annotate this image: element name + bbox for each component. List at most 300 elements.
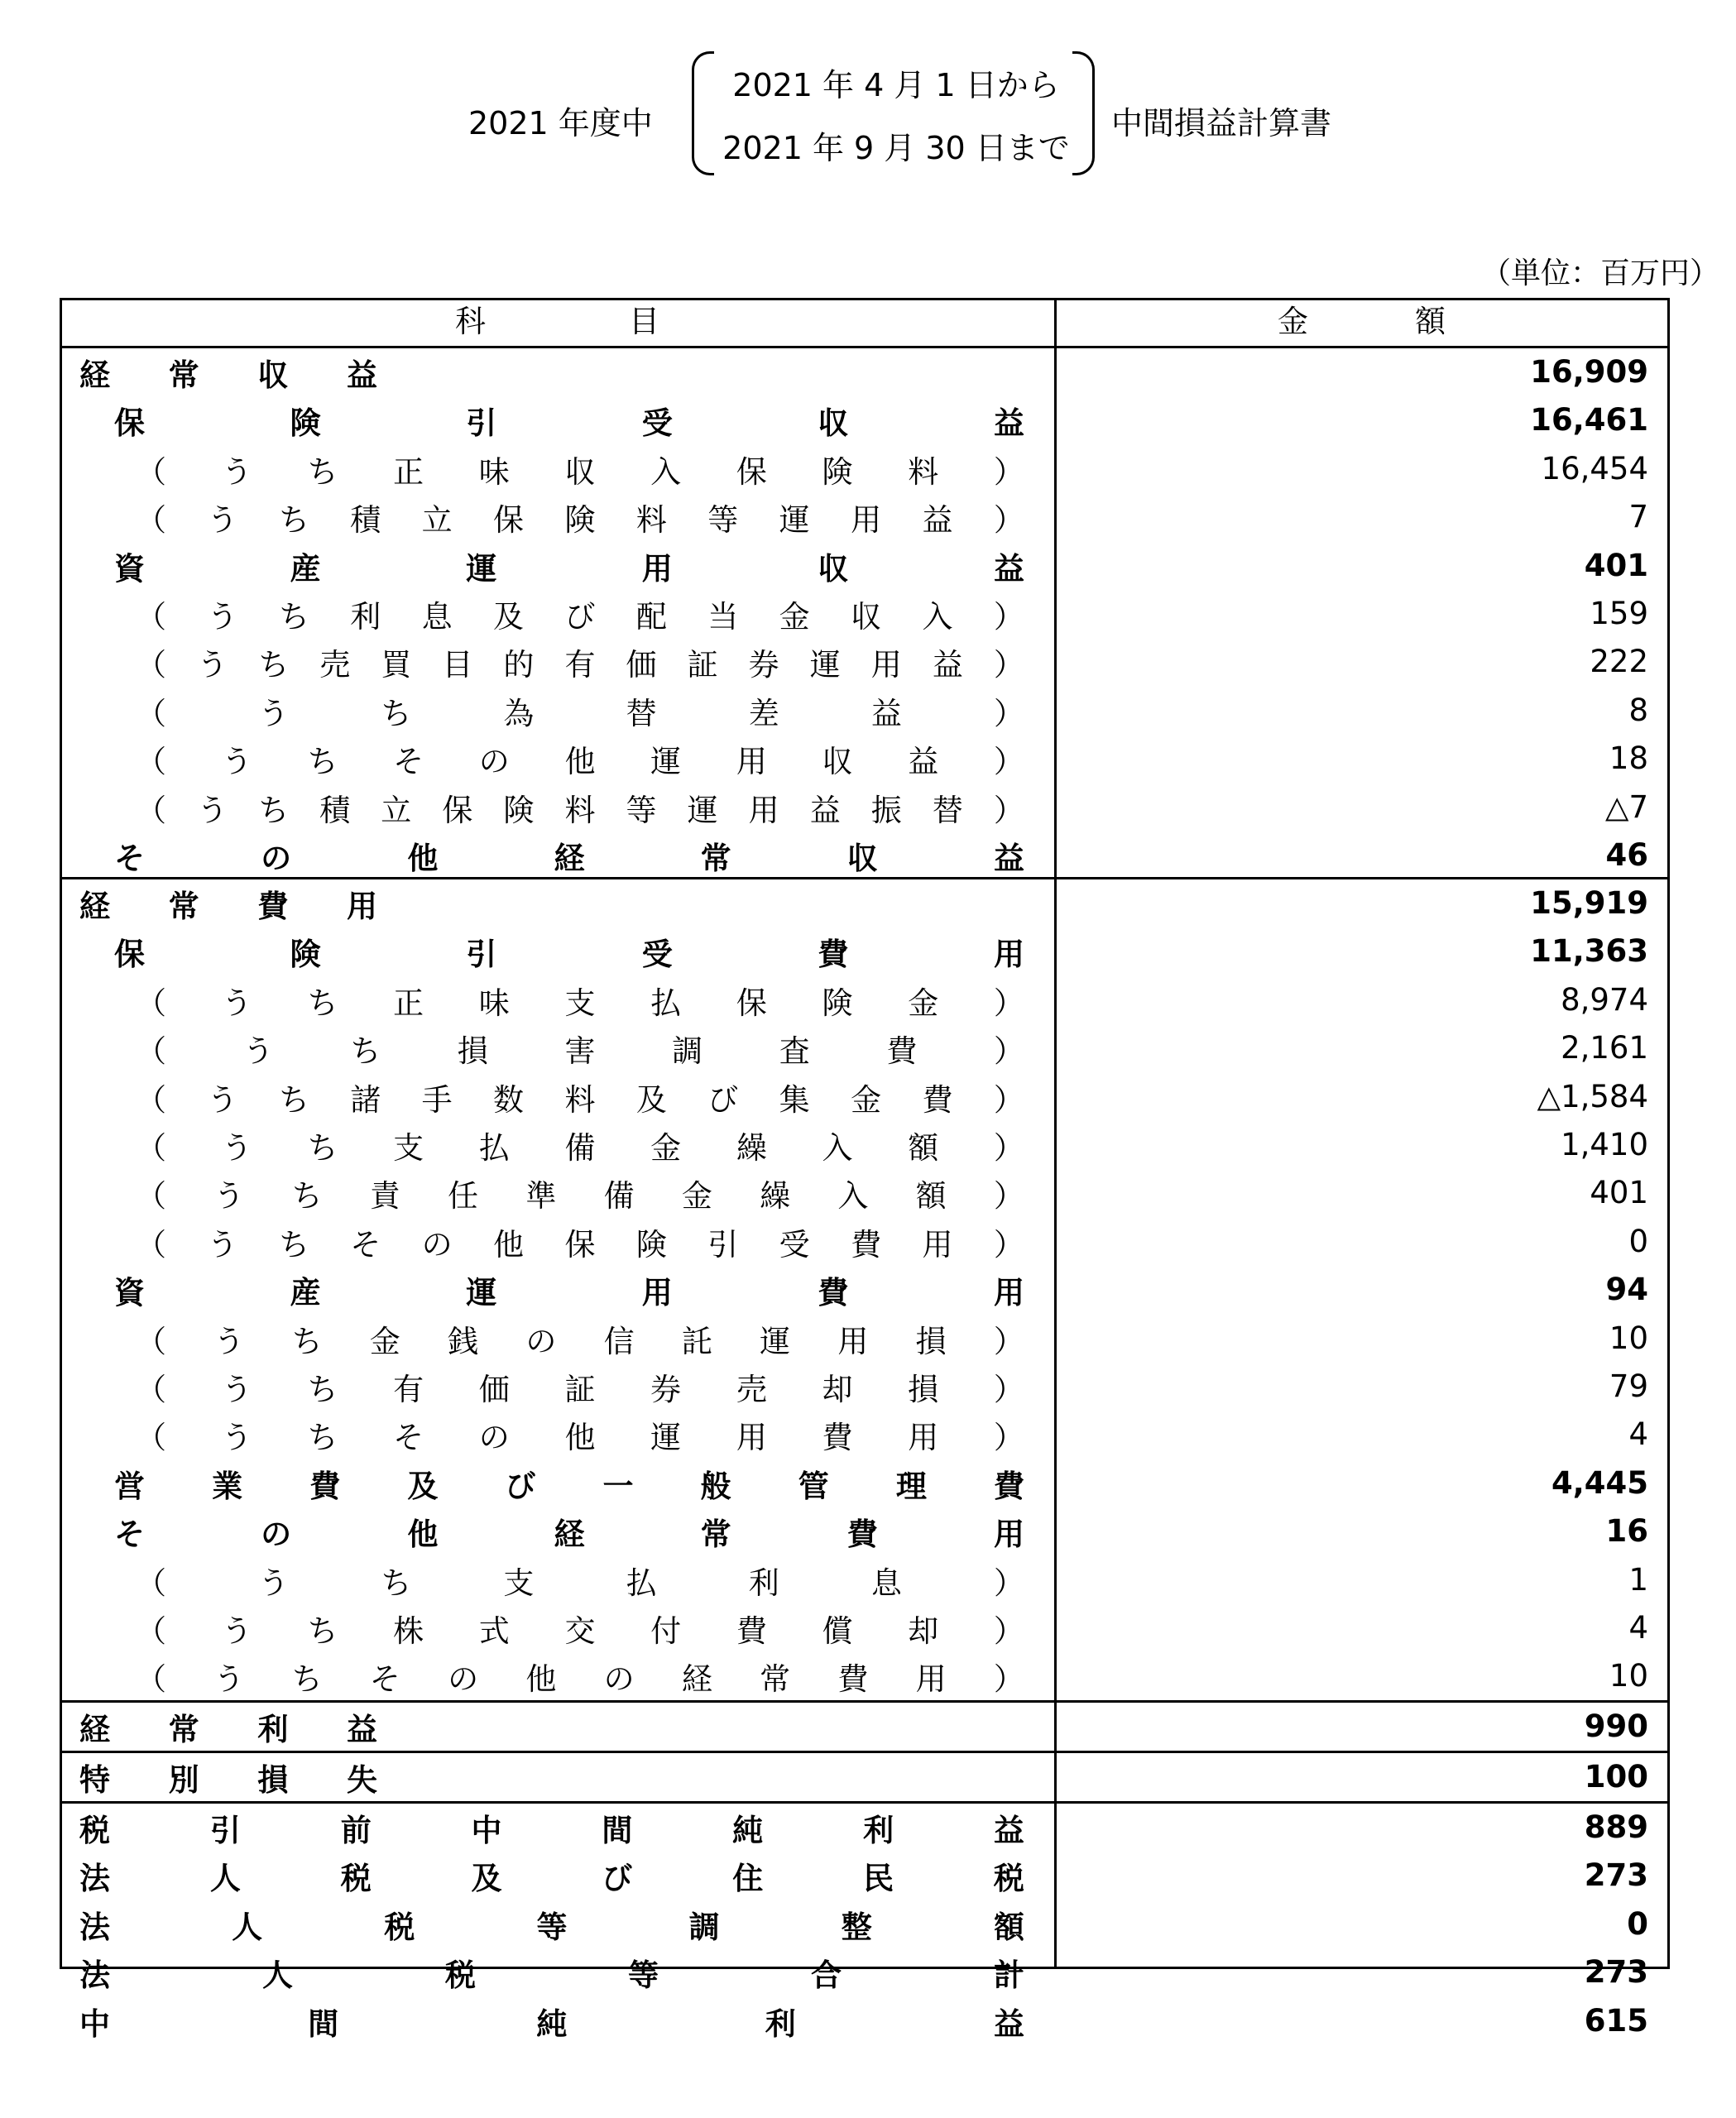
label-char: 運 bbox=[650, 1420, 682, 1456]
table-row bbox=[60, 1753, 1670, 1801]
label-char: 信 bbox=[603, 1323, 635, 1359]
label-char: 味 bbox=[478, 985, 510, 1021]
label-char: 等 bbox=[707, 502, 739, 539]
table-row bbox=[60, 1266, 1670, 1314]
label-char: 保 bbox=[736, 985, 767, 1021]
row-label bbox=[79, 1703, 377, 1751]
table-row bbox=[60, 1900, 1670, 1948]
row-label bbox=[136, 1073, 1024, 1121]
label-char: 諸 bbox=[350, 1081, 381, 1118]
label-char: ） bbox=[993, 744, 1024, 780]
label-char: 益 bbox=[993, 550, 1024, 587]
label-char: 用 bbox=[993, 1275, 1024, 1311]
label-char: （ bbox=[136, 1613, 166, 1649]
label-char: 険 bbox=[290, 937, 321, 973]
label-char: う bbox=[221, 453, 252, 490]
left-bracket bbox=[692, 51, 714, 175]
label-char: 保 bbox=[114, 405, 145, 442]
label-char: ち bbox=[307, 985, 338, 1021]
label-char: う bbox=[221, 1130, 252, 1166]
label-char: の bbox=[261, 841, 292, 876]
label-char: び bbox=[602, 1861, 633, 1897]
label-char: 経 bbox=[79, 889, 110, 924]
row-amount: 94 bbox=[1605, 1272, 1648, 1308]
table-row bbox=[60, 1997, 1670, 2045]
label-char: 積 bbox=[319, 792, 351, 828]
label-char: 払 bbox=[478, 1130, 510, 1166]
label-char: （ bbox=[136, 1565, 166, 1601]
label-char: 産 bbox=[290, 1275, 321, 1311]
label-char: 用 bbox=[993, 937, 1024, 973]
label-char: ） bbox=[993, 1178, 1024, 1215]
row-label bbox=[136, 1363, 1024, 1411]
table-row bbox=[60, 1315, 1670, 1363]
label-char: う bbox=[213, 1323, 245, 1359]
section-divider bbox=[60, 1700, 1670, 1703]
label-char: 収 bbox=[257, 357, 289, 393]
label-char: ） bbox=[993, 1372, 1024, 1407]
label-char: 人 bbox=[262, 1957, 293, 1994]
label-char: 用 bbox=[915, 1661, 947, 1698]
label-char: 売 bbox=[319, 647, 351, 683]
label-char: 人 bbox=[209, 1861, 241, 1897]
label-char: 料 bbox=[908, 453, 939, 490]
row-amount: 0 bbox=[1627, 1905, 1648, 1942]
label-char: 損 bbox=[457, 1033, 488, 1070]
label-char: 入 bbox=[822, 1130, 853, 1166]
table-row bbox=[60, 348, 1670, 396]
row-label bbox=[136, 1604, 1024, 1652]
label-char: 計 bbox=[994, 1957, 1024, 1994]
label-char: 式 bbox=[478, 1613, 510, 1649]
label-char: （ bbox=[136, 1226, 166, 1263]
table-row bbox=[60, 1652, 1670, 1700]
label-char: の bbox=[478, 744, 510, 780]
label-char: 法 bbox=[79, 1861, 110, 1897]
label-char: 息 bbox=[870, 1565, 902, 1601]
label-char: ） bbox=[993, 1613, 1024, 1649]
label-char: 整 bbox=[841, 1909, 872, 1945]
section-divider bbox=[60, 1751, 1670, 1753]
label-char: （ bbox=[136, 1081, 166, 1118]
row-amount: 159 bbox=[1590, 596, 1648, 631]
label-char: 査 bbox=[779, 1033, 810, 1070]
section-divider bbox=[60, 1801, 1670, 1804]
label-char: う bbox=[207, 502, 238, 539]
label-char: そ bbox=[369, 1661, 400, 1698]
label-char: 利 bbox=[748, 1565, 779, 1601]
label-char: 費 bbox=[822, 1420, 853, 1456]
label-char: 保 bbox=[442, 792, 473, 828]
label-char: 費 bbox=[886, 1033, 918, 1070]
label-char: 間 bbox=[602, 1813, 633, 1848]
label-char: 数 bbox=[493, 1081, 525, 1118]
table-row bbox=[60, 1363, 1670, 1411]
label-char: 用 bbox=[837, 1323, 869, 1359]
label-char: 業 bbox=[212, 1468, 243, 1504]
label-char: 運 bbox=[650, 744, 682, 780]
label-char: 用 bbox=[736, 744, 767, 780]
label-char: 責 bbox=[369, 1178, 400, 1215]
label-char: 経 bbox=[79, 357, 110, 393]
label-char: う bbox=[221, 1372, 252, 1407]
statement-title: 中間損益計算書 bbox=[1111, 105, 1332, 141]
label-char: 法 bbox=[79, 1909, 110, 1945]
label-char: 保 bbox=[564, 1226, 596, 1263]
label-char: 託 bbox=[681, 1323, 712, 1359]
row-label bbox=[136, 976, 1024, 1024]
label-char: 等 bbox=[536, 1909, 568, 1945]
fiscal-period-label: 2021 年度中 bbox=[468, 105, 653, 141]
label-char: ち bbox=[291, 1178, 323, 1215]
table-row bbox=[60, 445, 1670, 493]
table-row bbox=[60, 976, 1670, 1024]
table-row bbox=[60, 735, 1670, 783]
label-char: 目 bbox=[442, 647, 473, 683]
label-char: 費 bbox=[846, 1517, 878, 1553]
label-char: （ bbox=[136, 647, 166, 683]
label-char: ） bbox=[993, 1081, 1024, 1118]
label-char: 損 bbox=[257, 1762, 289, 1798]
row-amount: 16,461 bbox=[1530, 402, 1648, 438]
label-char: 別 bbox=[168, 1762, 199, 1798]
label-char: 税 bbox=[79, 1813, 110, 1848]
row-amount: 401 bbox=[1590, 1175, 1648, 1211]
table-row bbox=[60, 1703, 1670, 1751]
label-char: う bbox=[242, 1033, 274, 1070]
table-row bbox=[60, 1604, 1670, 1652]
label-char: 料 bbox=[564, 1081, 596, 1118]
label-char: 運 bbox=[466, 1275, 497, 1311]
row-label bbox=[114, 831, 1024, 879]
label-char: 用 bbox=[641, 1275, 673, 1311]
label-char: そ bbox=[114, 841, 145, 876]
amount-header-part2: 額 bbox=[1415, 304, 1446, 339]
label-char: ） bbox=[993, 1661, 1024, 1698]
label-char: 険 bbox=[822, 453, 853, 490]
label-char: ち bbox=[278, 502, 309, 539]
label-char: 立 bbox=[421, 502, 453, 539]
label-char: 損 bbox=[915, 1323, 947, 1359]
statement-header bbox=[0, 0, 1736, 290]
row-label bbox=[136, 590, 1024, 638]
row-amount: 990 bbox=[1584, 1708, 1648, 1744]
label-char: 税 bbox=[384, 1909, 415, 1945]
label-char: そ bbox=[393, 744, 424, 780]
row-amount: △1,584 bbox=[1537, 1078, 1648, 1114]
label-char: 用 bbox=[870, 647, 902, 683]
table-row bbox=[60, 590, 1670, 638]
row-label bbox=[114, 1459, 1024, 1507]
label-char: ） bbox=[993, 1323, 1024, 1359]
label-char: ち bbox=[307, 1420, 338, 1456]
table-row bbox=[60, 1852, 1670, 1900]
label-char: ち bbox=[291, 1661, 323, 1698]
table-row bbox=[60, 638, 1670, 686]
row-amount: 1 bbox=[1628, 1561, 1648, 1598]
label-char: う bbox=[221, 744, 252, 780]
label-char: 証 bbox=[564, 1372, 596, 1407]
label-char: 及 bbox=[635, 1081, 667, 1118]
table-row bbox=[60, 1073, 1670, 1121]
table-row bbox=[60, 1411, 1670, 1459]
label-char: 費 bbox=[257, 889, 289, 924]
label-char: 為 bbox=[503, 695, 535, 731]
table-row bbox=[60, 1556, 1670, 1604]
row-amount: 16,454 bbox=[1541, 450, 1648, 486]
row-label bbox=[136, 1556, 1024, 1604]
label-char: 額 bbox=[915, 1178, 947, 1215]
label-char: 収 bbox=[818, 405, 849, 442]
label-char: ） bbox=[993, 985, 1024, 1021]
label-char: う bbox=[221, 1420, 252, 1456]
label-char: ち bbox=[258, 647, 290, 683]
row-amount: △7 bbox=[1605, 788, 1648, 825]
label-char: び bbox=[707, 1081, 739, 1118]
row-label bbox=[136, 1121, 1024, 1169]
label-char: 税 bbox=[340, 1861, 372, 1897]
label-char: 任 bbox=[448, 1178, 479, 1215]
label-char: 中 bbox=[471, 1813, 502, 1848]
label-char: 常 bbox=[700, 1517, 731, 1553]
label-char: 用 bbox=[908, 1420, 939, 1456]
label-char: ち bbox=[350, 1033, 381, 1070]
table-row bbox=[60, 1804, 1670, 1852]
label-char: 他 bbox=[564, 744, 596, 780]
label-char: 用 bbox=[993, 1517, 1024, 1553]
label-char: 金 bbox=[369, 1323, 400, 1359]
row-amount: 10 bbox=[1609, 1320, 1648, 1356]
label-char: の bbox=[603, 1661, 635, 1698]
table-row bbox=[60, 1218, 1670, 1266]
label-char: 他 bbox=[407, 841, 439, 876]
label-char: 払 bbox=[626, 1565, 657, 1601]
label-char: 入 bbox=[650, 453, 682, 490]
label-char: の bbox=[478, 1420, 510, 1456]
label-char: 交 bbox=[564, 1613, 596, 1649]
label-char: 準 bbox=[525, 1178, 557, 1215]
label-char: 利 bbox=[765, 2005, 796, 2042]
section-divider bbox=[60, 877, 1670, 879]
label-char: ） bbox=[993, 502, 1024, 539]
label-char: 用 bbox=[748, 792, 779, 828]
label-char: う bbox=[207, 599, 238, 635]
row-amount: 2,161 bbox=[1561, 1030, 1648, 1066]
row-amount: 273 bbox=[1584, 1857, 1648, 1894]
label-char: び bbox=[564, 599, 596, 635]
label-char: 手 bbox=[421, 1081, 453, 1118]
row-amount: 4,445 bbox=[1551, 1464, 1648, 1501]
label-char: ち bbox=[307, 1613, 338, 1649]
label-char: 険 bbox=[635, 1226, 667, 1263]
label-char: 当 bbox=[707, 599, 739, 635]
label-char: 益 bbox=[908, 744, 939, 780]
label-char: う bbox=[258, 695, 290, 731]
row-label bbox=[79, 1852, 1024, 1900]
period-start: 2021 年 4 月 1 日から bbox=[732, 67, 1060, 103]
label-char: う bbox=[197, 792, 228, 828]
label-char: ち bbox=[307, 1372, 338, 1407]
label-char: 用 bbox=[851, 502, 882, 539]
income-statement-table bbox=[60, 298, 1670, 2042]
label-char: 用 bbox=[922, 1226, 953, 1263]
row-amount: 222 bbox=[1590, 644, 1648, 680]
label-char: 運 bbox=[809, 647, 841, 683]
row-label bbox=[114, 1266, 1024, 1314]
label-char: 法 bbox=[79, 1957, 110, 1994]
row-amount: 46 bbox=[1605, 837, 1648, 873]
label-char: 経 bbox=[79, 1712, 110, 1747]
table-row bbox=[60, 1948, 1670, 1996]
row-amount: 18 bbox=[1609, 740, 1648, 777]
label-char: 収 bbox=[846, 841, 878, 876]
label-char: （ bbox=[136, 1178, 166, 1215]
label-char: 費 bbox=[309, 1468, 341, 1504]
label-char: （ bbox=[136, 695, 166, 731]
label-char: 常 bbox=[168, 889, 199, 924]
label-char: 金 bbox=[650, 1130, 682, 1166]
label-char: 息 bbox=[421, 599, 453, 635]
label-char: 運 bbox=[760, 1323, 791, 1359]
label-char: 経 bbox=[554, 841, 585, 876]
label-char: 有 bbox=[393, 1372, 424, 1407]
label-char: 他 bbox=[493, 1226, 525, 1263]
row-amount: 8 bbox=[1628, 692, 1648, 728]
label-char: 般 bbox=[700, 1468, 731, 1504]
label-char: 用 bbox=[736, 1420, 767, 1456]
label-char: （ bbox=[136, 744, 166, 780]
row-label bbox=[136, 1315, 1024, 1363]
label-char: 金 bbox=[681, 1178, 712, 1215]
label-char: ） bbox=[993, 1130, 1024, 1166]
label-char: 用 bbox=[346, 889, 377, 924]
label-char: （ bbox=[136, 502, 166, 539]
label-char: 人 bbox=[232, 1909, 263, 1945]
label-char: 特 bbox=[79, 1762, 110, 1798]
label-char: 的 bbox=[503, 647, 535, 683]
label-char: 金 bbox=[851, 1081, 882, 1118]
row-amount: 7 bbox=[1628, 499, 1648, 535]
label-char: 振 bbox=[870, 792, 902, 828]
label-char: 正 bbox=[393, 453, 424, 490]
label-char: 金 bbox=[908, 985, 939, 1021]
label-char: 調 bbox=[688, 1909, 720, 1945]
label-char: ち bbox=[258, 792, 290, 828]
table-row bbox=[60, 687, 1670, 735]
row-amount: 16,909 bbox=[1530, 354, 1648, 390]
label-char: 用 bbox=[641, 550, 673, 587]
subject-header-part1: 科 bbox=[455, 304, 486, 339]
row-label bbox=[136, 1652, 1024, 1700]
row-label bbox=[136, 1411, 1024, 1459]
label-char: 入 bbox=[837, 1178, 869, 1215]
label-char: 費 bbox=[818, 1275, 849, 1311]
table-row bbox=[60, 1169, 1670, 1217]
label-char: 益 bbox=[994, 2005, 1024, 2042]
label-char: 損 bbox=[908, 1372, 939, 1407]
row-amount: 889 bbox=[1584, 1809, 1648, 1845]
label-char: 保 bbox=[493, 502, 525, 539]
label-char: 管 bbox=[798, 1468, 829, 1504]
label-char: ） bbox=[994, 1033, 1024, 1070]
label-char: 益 bbox=[809, 792, 841, 828]
label-char: ち bbox=[307, 1130, 338, 1166]
label-char: 及 bbox=[407, 1468, 439, 1504]
label-char: 費 bbox=[837, 1661, 869, 1698]
label-char: 支 bbox=[393, 1130, 424, 1166]
label-char: 険 bbox=[290, 405, 321, 442]
label-char: 険 bbox=[564, 502, 596, 539]
table-row bbox=[60, 493, 1670, 541]
label-char: 券 bbox=[650, 1372, 682, 1407]
label-char: 金 bbox=[779, 599, 810, 635]
row-amount: 615 bbox=[1584, 2002, 1648, 2039]
label-char: ） bbox=[993, 792, 1024, 828]
unit-label: （単位：百万円） bbox=[1480, 256, 1719, 290]
label-char: 調 bbox=[672, 1033, 703, 1070]
row-amount: 8,974 bbox=[1561, 981, 1648, 1018]
label-char: ） bbox=[993, 599, 1024, 635]
table-row bbox=[60, 396, 1670, 444]
label-char: の bbox=[421, 1226, 453, 1263]
label-char: 常 bbox=[760, 1661, 791, 1698]
table-row bbox=[60, 927, 1670, 975]
label-char: ち bbox=[278, 599, 309, 635]
label-char: 引 bbox=[707, 1226, 739, 1263]
label-char: の bbox=[525, 1323, 557, 1359]
label-char: 株 bbox=[393, 1613, 424, 1649]
label-char: 価 bbox=[478, 1372, 510, 1407]
label-char: 料 bbox=[564, 792, 596, 828]
row-label bbox=[114, 1507, 1024, 1555]
table-row bbox=[60, 542, 1670, 590]
label-char: 失 bbox=[346, 1762, 377, 1798]
label-char: ち bbox=[278, 1226, 309, 1263]
label-char: 却 bbox=[908, 1613, 939, 1649]
label-char: （ bbox=[136, 792, 166, 828]
label-char: 払 bbox=[650, 985, 682, 1021]
label-char: 利 bbox=[257, 1712, 289, 1747]
label-char: 険 bbox=[503, 792, 535, 828]
row-amount: 15,919 bbox=[1530, 885, 1648, 921]
row-label bbox=[136, 638, 1024, 686]
label-char: （ bbox=[136, 599, 166, 635]
label-char: 積 bbox=[350, 502, 381, 539]
label-char: 運 bbox=[466, 550, 497, 587]
label-char: 険 bbox=[822, 985, 853, 1021]
label-char: 費 bbox=[736, 1613, 767, 1649]
row-label bbox=[79, 1804, 1024, 1852]
label-char: 償 bbox=[822, 1613, 853, 1649]
label-char: 住 bbox=[732, 1861, 764, 1897]
label-char: 資 bbox=[114, 550, 145, 587]
label-char: 額 bbox=[993, 1909, 1024, 1945]
row-amount: 79 bbox=[1609, 1368, 1648, 1404]
label-char: （ bbox=[136, 1033, 166, 1070]
label-char: 産 bbox=[290, 550, 321, 587]
label-char: （ bbox=[136, 1420, 166, 1456]
label-char: う bbox=[207, 1226, 238, 1263]
label-char: そ bbox=[350, 1226, 381, 1263]
row-amount: 401 bbox=[1584, 547, 1648, 583]
label-char: 他 bbox=[564, 1420, 596, 1456]
row-amount: 4 bbox=[1628, 1416, 1648, 1453]
label-char: 受 bbox=[641, 937, 673, 973]
label-char: 益 bbox=[993, 405, 1024, 442]
label-char: 費 bbox=[993, 1468, 1024, 1504]
label-char: 益 bbox=[993, 1813, 1024, 1848]
label-char: 収 bbox=[818, 550, 849, 587]
